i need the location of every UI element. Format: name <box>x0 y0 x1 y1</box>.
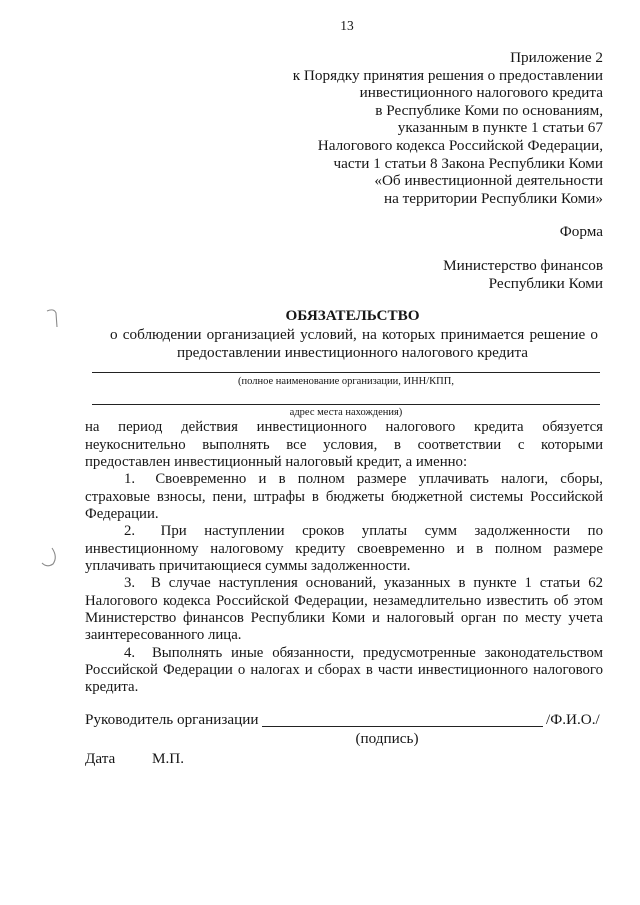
addressee <box>443 257 603 293</box>
list-item-first-line <box>85 645 603 662</box>
addressee-line: Министерство финансов <box>443 257 603 274</box>
list-item-text: Своевременно и в полном размере уплачивать налоги, сборы, <box>155 471 603 488</box>
signature-line <box>262 711 543 727</box>
organization-name-caption: (полное наименование организации, ИНН/КПП, <box>238 376 454 387</box>
appendix-line: на территории Республики Коми» <box>383 189 603 207</box>
scan-mark-lower <box>42 548 55 566</box>
list-item-number: 2. <box>124 523 136 540</box>
list-item-line: Российской Федерации о налогах и сборах в части инвестиционного налогового <box>85 662 603 679</box>
list-item <box>85 645 603 697</box>
obligation-body <box>85 419 603 697</box>
addressee-line: Республики Коми <box>488 275 603 292</box>
appendix-line: части 1 статьи 8 Закона Республики Коми <box>333 154 603 172</box>
list-item-first-line <box>85 575 603 592</box>
appendix-line: к Порядку принятия решения о предоставлении <box>292 66 603 84</box>
scan-artifact-marks <box>0 0 80 905</box>
list-item-text: Выполнять иные обязанности, предусмотренные законодательством <box>151 644 603 661</box>
appendix-line: инвестиционного налогового кредита <box>359 84 603 102</box>
list-item-line: Налогового кодекса Российской Федерации, незамедлительно известить об этом <box>85 592 603 609</box>
list-item <box>85 523 603 575</box>
appendix-line: «Об инвестиционной деятельности <box>374 172 603 190</box>
page-number: 13 <box>340 18 354 33</box>
appendix-line: в Республике Коми по основаниям, <box>375 101 603 119</box>
list-item-first-line <box>85 471 603 488</box>
intro-paragraph <box>85 419 603 471</box>
appendix-line: Налогового кодекса Российской Федерации, <box>317 136 603 154</box>
document-title: ОБЯЗАТЕЛЬСТВО <box>285 307 420 324</box>
intro-line: неукоснительно выполнять все условия, в соответствии с которыми <box>85 436 603 453</box>
list-item <box>85 575 603 644</box>
list-item-text: В случае наступления оснований, указанных в пункте 1 статьи 62 <box>151 575 603 592</box>
intro-line: на период действия инвестиционного налогового кредита обязуется <box>85 419 603 436</box>
document-subtitle-line: о соблюдении организацией условий, на которых принимается решение о <box>110 325 598 343</box>
form-label: Форма <box>559 223 603 240</box>
list-item-number: 4. <box>124 644 136 661</box>
list-item-line: кредита. <box>85 679 139 696</box>
signature-role-label: Руководитель организации <box>85 711 259 728</box>
list-item-line: инвестиционному налоговому кредиту своевременно и в полном размере <box>85 540 603 557</box>
document-subtitle-line: предоставлении инвестиционного налогового кредита <box>176 344 529 361</box>
list-item-line: страховые взносы, пени, штрафы в бюджеты бюджетной системы Российской <box>85 488 603 505</box>
list-item-first-line <box>85 523 603 540</box>
appendix-header <box>293 49 603 207</box>
organization-address-field <box>92 404 600 405</box>
stamp-label: М.П. <box>152 750 185 767</box>
appendix-line: указанным в пункте 1 статьи 67 <box>397 119 603 137</box>
list-item-line: уплачивать причитающиеся суммы задолженности. <box>85 558 411 575</box>
list-item-line: Федерации. <box>85 506 159 523</box>
list-item-text: При наступлении сроков уплаты сумм задолженности по <box>160 523 603 540</box>
scan-mark-upper <box>47 310 57 327</box>
list-item-line: заинтересованного лица. <box>85 627 242 644</box>
signature-name-label: /Ф.И.О./ <box>546 711 600 728</box>
intro-line: предоставлен инвестиционный налоговый кредит, а именно: <box>85 453 468 470</box>
list-item-line: Министерство финансов Республики Коми и налоговый орган по месту учета <box>85 610 603 627</box>
organization-name-field <box>92 372 600 373</box>
signature-caption: (подпись) <box>355 730 419 747</box>
appendix-line: Приложение 2 <box>510 49 603 66</box>
list-item-number: 1. <box>124 471 136 488</box>
date-label: Дата <box>85 750 116 767</box>
list-item-number: 3. <box>124 575 136 592</box>
list-item <box>85 471 603 523</box>
organization-address-caption: адрес места нахождения) <box>289 407 403 418</box>
